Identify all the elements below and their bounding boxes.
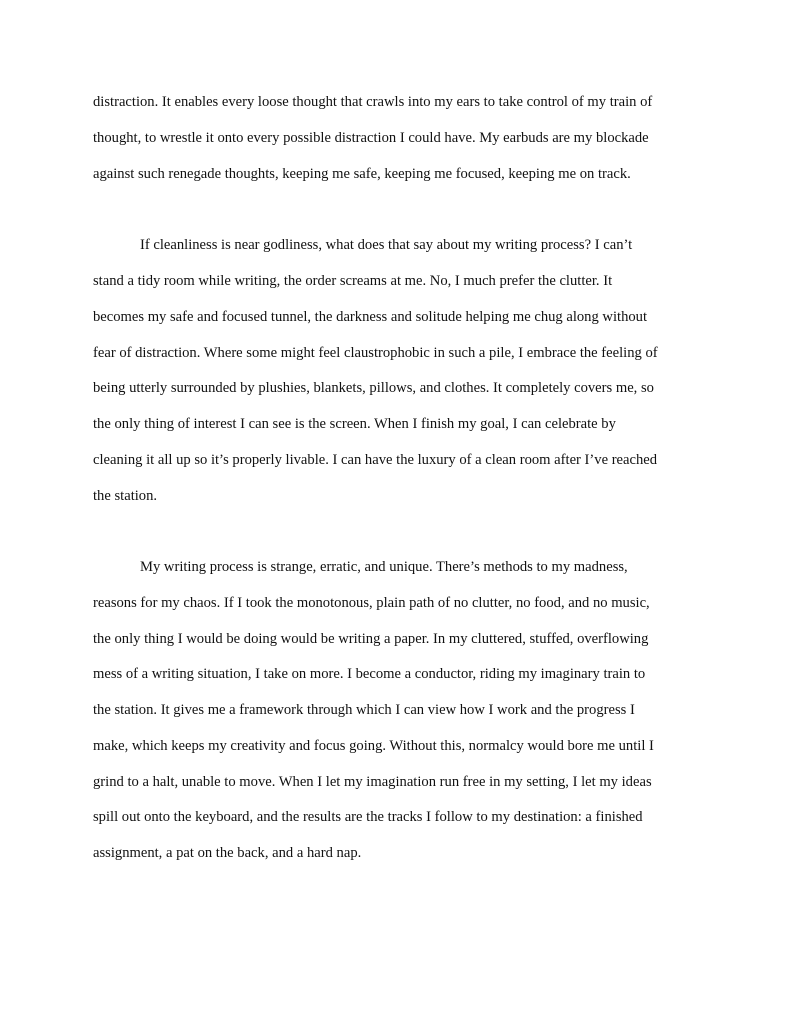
paragraph-2-line-6: the only thing of interest I can see is the screen. When I finish my goal, I can celebrate by [93, 416, 616, 432]
paragraph-3-line-6: make, which keeps my creativity and focus going. Without this, normalcy would bore me until I [93, 738, 654, 754]
paragraph-2-line-5: being utterly surrounded by plushies, blankets, pillows, and clothes. It completely covers me, so [93, 380, 654, 396]
paragraph-2-line-1: If cleanliness is near godliness, what does that say about my writing process? I can’t [140, 237, 633, 253]
paragraph-3-line-1: My writing process is strange, erratic, and unique. There’s methods to my madness, [140, 559, 628, 575]
paragraph-2-line-8: the station. [93, 488, 158, 504]
paragraph-1-line-1: distraction. It enables every loose thought that crawls into my ears to take control of my train of [93, 94, 653, 110]
paragraph-2-line-2: stand a tidy room while writing, the order screams at me. No, I much prefer the clutter. It [93, 273, 613, 289]
paragraph-2-line-4: fear of distraction. Where some might feel claustrophobic in such a pile, I embrace the feeling of [93, 345, 658, 361]
paragraph-1-line-3: against such renegade thoughts, keeping me safe, keeping me focused, keeping me on track. [93, 166, 631, 182]
paragraph-3-line-2: reasons for my chaos. If I took the monotonous, plain path of no clutter, no food, and no music, [93, 595, 650, 611]
paragraph-2-line-3: becomes my safe and focused tunnel, the darkness and solitude helping me chug along without [93, 309, 648, 325]
paragraph-3-line-5: the station. It gives me a framework through which I can view how I work and the progress I [93, 702, 635, 718]
paragraph-3-line-9: assignment, a pat on the back, and a hard nap. [93, 845, 362, 861]
paragraph-1-line-2: thought, to wrestle it onto every possible distraction I could have. My earbuds are my blockade [93, 130, 649, 146]
paragraph-3-line-7: grind to a halt, unable to move. When I let my imagination run free in my setting, I let my ideas [93, 774, 652, 790]
paragraph-2-line-7: cleaning it all up so it’s properly livable. I can have the luxury of a clean room after I’ve reached [93, 452, 658, 468]
paragraph-3-line-3: the only thing I would be doing would be writing a paper. In my cluttered, stuffed, overflowing [93, 631, 649, 647]
paragraph-3-line-4: mess of a writing situation, I take on more. I become a conductor, riding my imaginary train to [93, 666, 646, 682]
paragraph-3-line-8: spill out onto the keyboard, and the results are the tracks I follow to my destination: a finished [93, 809, 643, 825]
